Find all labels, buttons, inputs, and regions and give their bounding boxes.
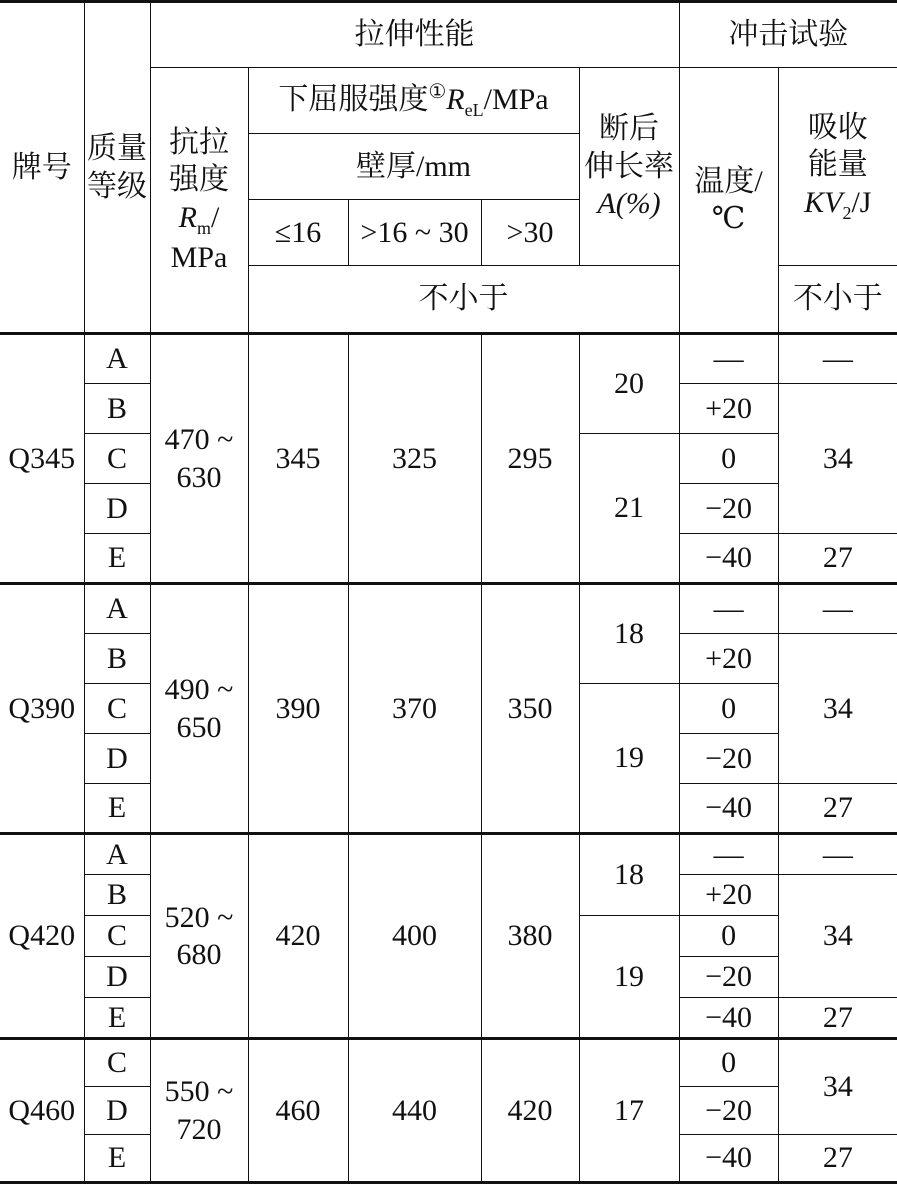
quality-cell: D: [84, 484, 150, 534]
tensile-group-header: 拉伸性能: [150, 2, 679, 68]
temperature-cell: —: [679, 334, 778, 384]
quality-cell: E: [84, 1135, 150, 1183]
quality-cell: D: [84, 1087, 150, 1135]
temperature-cell: 0: [679, 434, 778, 484]
grade-cell: Q460: [0, 1039, 84, 1183]
thickness-range-3: >30: [481, 200, 579, 266]
energy-cell: 34: [778, 875, 897, 998]
tensile-strength-cell: 470 ~ 630: [150, 334, 248, 584]
quality-cell: A: [84, 834, 150, 875]
energy-cell: 27: [778, 998, 897, 1039]
energy-cell: 34: [778, 1039, 897, 1135]
quality-header: 质量 等级: [84, 2, 150, 334]
grade-header: 牌号: [0, 2, 84, 334]
elongation-header: 断后 伸长率 A(%): [579, 68, 679, 266]
quality-cell: E: [84, 998, 150, 1039]
energy-cell: 27: [778, 1135, 897, 1183]
temperature-cell: —: [679, 834, 778, 875]
quality-cell: B: [84, 384, 150, 434]
tensile-strength-cell: 520 ~ 680: [150, 834, 248, 1039]
quality-cell: E: [84, 534, 150, 584]
yield-cell: 420: [248, 834, 348, 1039]
temperature-cell: 0: [679, 916, 778, 957]
energy-cell: 34: [778, 634, 897, 784]
quality-cell: D: [84, 957, 150, 998]
temperature-header: 温度/ ℃: [679, 68, 778, 334]
tensile-strength-cell: 550 ~ 720: [150, 1039, 248, 1183]
thickness-range-1: ≤16: [248, 200, 348, 266]
grade-cell: Q345: [0, 334, 84, 584]
elongation-cell: 21: [579, 434, 679, 584]
quality-cell: A: [84, 334, 150, 384]
temperature-cell: 0: [679, 1039, 778, 1087]
elongation-cell: 17: [579, 1039, 679, 1183]
yield-cell: 400: [348, 834, 481, 1039]
yield-cell: 460: [248, 1039, 348, 1183]
energy-cell: —: [778, 834, 897, 875]
quality-cell: C: [84, 434, 150, 484]
temperature-cell: +20: [679, 634, 778, 684]
elongation-cell: 18: [579, 834, 679, 916]
energy-header: 吸收 能量 $KV_2/J$: [778, 68, 897, 266]
yield-cell: 350: [481, 584, 579, 834]
tensile-strength-header: 抗拉 强度 $R_m/$ MPa: [150, 68, 248, 334]
quality-cell: C: [84, 1039, 150, 1087]
energy-cell: —: [778, 584, 897, 634]
energy-cell: 34: [778, 384, 897, 534]
thickness-header: 壁厚/mm: [248, 134, 579, 200]
yield-cell: 380: [481, 834, 579, 1039]
temperature-cell: +20: [679, 875, 778, 916]
not-less-than-label: 不小于: [248, 266, 679, 334]
temperature-cell: −40: [679, 784, 778, 834]
quality-cell: A: [84, 584, 150, 634]
tensile-strength-cell: 490 ~ 650: [150, 584, 248, 834]
yield-cell: 370: [348, 584, 481, 834]
quality-cell: B: [84, 634, 150, 684]
yield-cell: 325: [348, 334, 481, 584]
quality-cell: D: [84, 734, 150, 784]
temperature-cell: −20: [679, 1087, 778, 1135]
temperature-cell: −20: [679, 734, 778, 784]
yield-cell: 295: [481, 334, 579, 584]
energy-cell: 27: [778, 784, 897, 834]
impact-group-header: 冲击试验: [679, 2, 897, 68]
temperature-cell: −20: [679, 484, 778, 534]
elongation-cell: 18: [579, 584, 679, 684]
elongation-cell: 19: [579, 916, 679, 1039]
yield-cell: 390: [248, 584, 348, 834]
yield-strength-header: 下屈服强度$^①R_{eL}$/MPa: [248, 68, 579, 134]
temperature-cell: −40: [679, 1135, 778, 1183]
quality-cell: C: [84, 684, 150, 734]
grade-cell: Q390: [0, 584, 84, 834]
yield-cell: 440: [348, 1039, 481, 1183]
grade-cell: Q420: [0, 834, 84, 1039]
quality-cell: C: [84, 916, 150, 957]
temperature-cell: +20: [679, 384, 778, 434]
not-less-than-label: 不小于: [778, 266, 897, 334]
thickness-range-2: >16 ~ 30: [348, 200, 481, 266]
temperature-cell: −40: [679, 534, 778, 584]
energy-cell: 27: [778, 534, 897, 584]
quality-cell: E: [84, 784, 150, 834]
elongation-cell: 19: [579, 684, 679, 834]
temperature-cell: −40: [679, 998, 778, 1039]
energy-cell: —: [778, 334, 897, 384]
temperature-cell: −20: [679, 957, 778, 998]
temperature-cell: 0: [679, 684, 778, 734]
elongation-cell: 20: [579, 334, 679, 434]
quality-cell: B: [84, 875, 150, 916]
yield-cell: 345: [248, 334, 348, 584]
temperature-cell: —: [679, 584, 778, 634]
yield-cell: 420: [481, 1039, 579, 1183]
